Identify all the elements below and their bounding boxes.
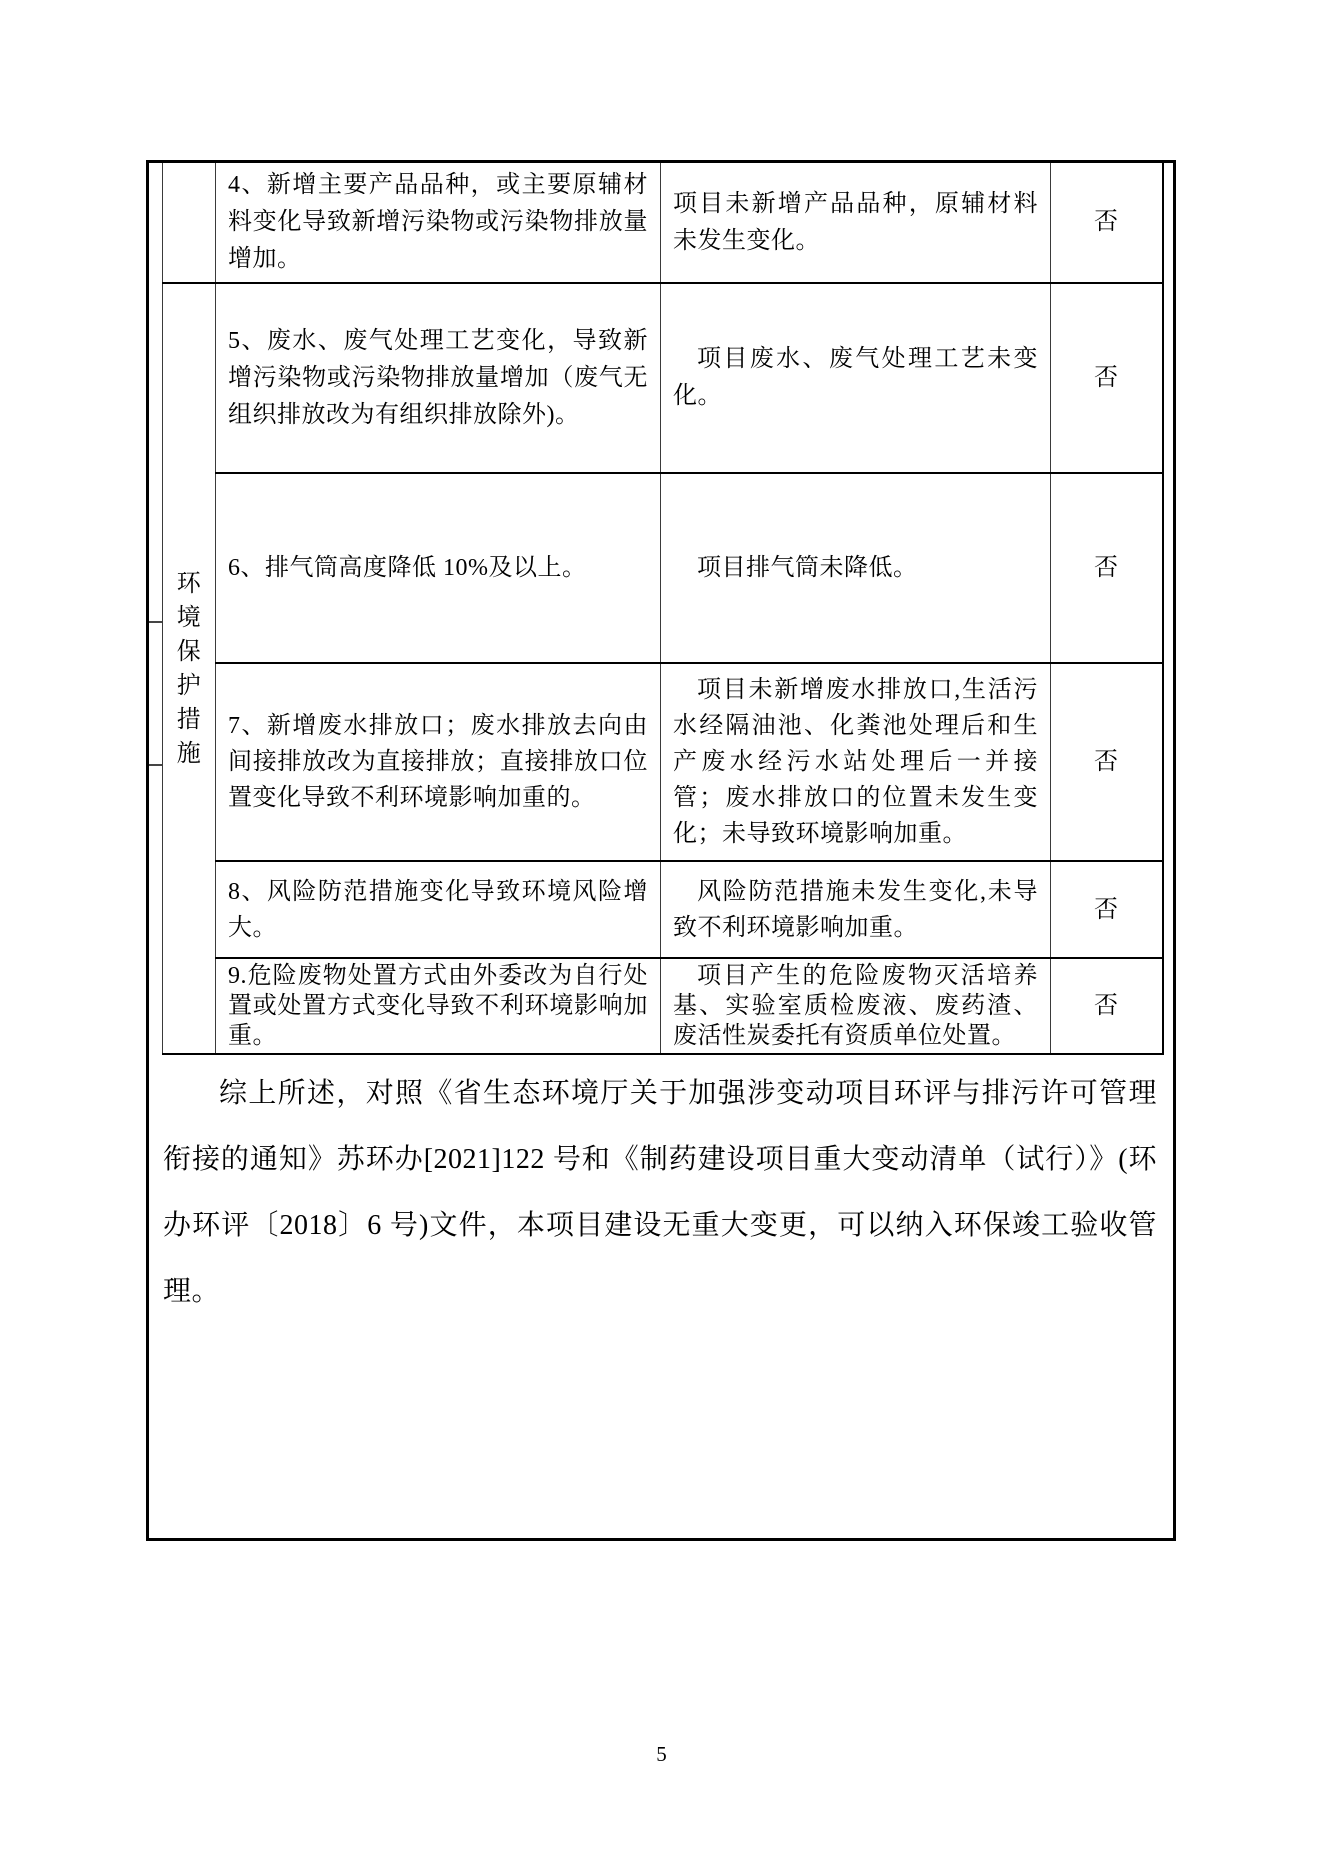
response-cell: 项目产生的危险废物灭活培养基、实验室质检废液、废药渣、废活性炭委托有资质单位处置。	[661, 958, 1051, 1054]
table-row	[163, 663, 1163, 861]
response-cell: 项目未新增产品品种，原辅材料未发生变化。	[661, 163, 1051, 283]
criteria-cell: 4、新增主要产品品种，或主要原辅材料变化导致新增污染物或污染物排放量增加。	[216, 163, 661, 283]
table-row	[163, 958, 1163, 1054]
section-label	[163, 567, 215, 771]
response-cell: 项目废水、废气处理工艺未变化。	[661, 283, 1051, 473]
section-label-char: 境	[176, 604, 202, 631]
section-label-char: 护	[176, 672, 202, 699]
assessment-table-body	[163, 163, 1163, 1054]
section-label-empty-cell	[163, 163, 216, 283]
table-row	[163, 163, 1163, 283]
response-cell: 风险防范措施未发生变化,未导致不利环境影响加重。	[661, 861, 1051, 958]
section-label-char: 保	[176, 638, 202, 665]
page-number: 5	[656, 1742, 667, 1766]
answer-cell: 否	[1051, 163, 1163, 283]
criteria-cell: 5、废水、废气处理工艺变化，导致新增污染物或污染物排放量增加（废气无组织排放改为有组织排放除外)。	[216, 283, 661, 473]
section-label-char: 环	[176, 570, 202, 597]
response-cell: 项目未新增废水排放口,生活污水经隔油池、化粪池处理后和生产废水经污水站处理后一并接管；废水排放口的位置未发生变化；未导致环境影响加重。	[661, 663, 1051, 861]
section-label-char: 措	[176, 706, 202, 733]
table-row	[163, 473, 1163, 663]
content-border-box	[146, 160, 1176, 1541]
criteria-cell: 6、排气筒高度降低 10%及以上。	[216, 473, 661, 663]
answer-cell: 否	[1051, 473, 1163, 663]
answer-cell: 否	[1051, 958, 1163, 1054]
table-row	[163, 283, 1163, 473]
response-cell: 项目排气筒未降低。	[661, 473, 1051, 663]
criteria-cell: 8、风险防范措施变化导致环境风险增大。	[216, 861, 661, 958]
answer-cell: 否	[1051, 283, 1163, 473]
conclusion-paragraph: 综上所述，对照《省生态环境厅关于加强涉变动项目环评与排污许可管理衔接的通知》苏环办[2021]122 号和《制药建设项目重大变动清单（试行）》(环办环评〔2018〕6 号)文件，本项目建设无重大变更，可以纳入环保竣工验收管理。	[163, 1078, 1157, 1307]
gutter-tick	[149, 621, 162, 623]
section-label-cell	[163, 283, 216, 1054]
answer-cell: 否	[1051, 861, 1163, 958]
section-label-char: 施	[176, 740, 202, 767]
assessment-table	[162, 163, 1164, 1055]
table-row	[163, 861, 1163, 958]
criteria-cell: 7、新增废水排放口；废水排放去向由间接排放改为直接排放；直接排放口位置变化导致不利环境影响加重的。	[216, 663, 661, 861]
answer-cell: 否	[1051, 663, 1163, 861]
criteria-cell: 9.危险废物处置方式由外委改为自行处置或处置方式变化导致不利环境影响加重。	[216, 958, 661, 1054]
gutter-tick	[149, 764, 162, 766]
